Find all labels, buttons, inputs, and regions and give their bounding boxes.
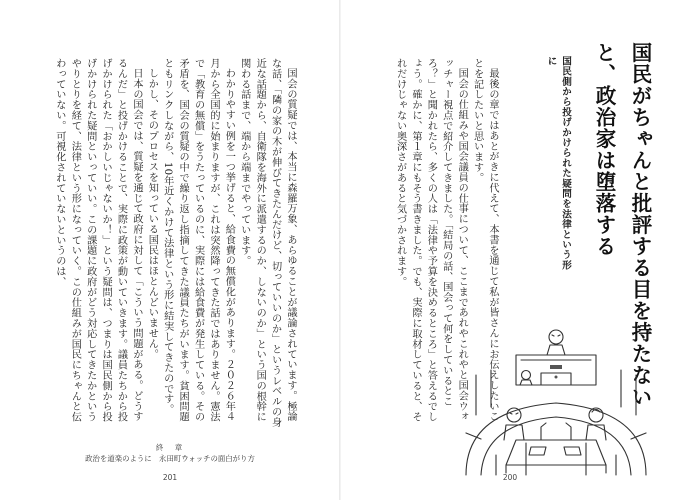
page-number: 201 xyxy=(162,473,178,482)
chapter-heading: 国民がちゃんと批評する目を持たないと、政治家は堕落する xyxy=(592,42,652,408)
section-subtitle: 国民側から投げかけられた疑問を法律という形に xyxy=(545,56,571,271)
paragraph: 日本の国会では、質疑を通じて政府に対して「こういう問題がある。どうするんだ」と投げかけることで、実際に政策が動いていきます。議員たちから投げかけられた「おかしいじゃないか！」という疑問は、つまりは国民側から投げかけられた疑問といっていい。この課題に政府がどう対応してきたかというやりとりを経て、法律という形になっていく。この仕組みが国民にちゃんと伝わっていない。可視化されていないというのは、 xyxy=(53,58,142,422)
page-number: 200 xyxy=(502,473,518,482)
chapter-label: 終 章 xyxy=(155,443,185,452)
chapter-title: 政治を道楽のように 永田町ウォッチの面白がり方 xyxy=(85,454,255,463)
paragraph: 最後の章ではあとがきに代えて、本書を通じて私が皆さんにお伝えしたいことを記したいと思います。 xyxy=(471,58,498,422)
paragraph: しかし、そのプロセスを知っている国民はほとんどいません。 xyxy=(146,68,158,360)
running-footer xyxy=(0,442,340,464)
diet-chamber-illustration xyxy=(446,315,666,480)
paragraph: 国会の質疑では、本当に森羅万象、あらゆることが議論されています。極論な話、「隣の家の木が伸びてきたんだけど、切っていいのか」というレベルの身近な話題から、自衛隊を海外に派遣するのか、しないのか」という国の根幹に関わる話まで、端から端までやっています。 xyxy=(238,58,296,428)
paragraph: わかりやすい例を一つ挙げると、給食費の無償化があります。２０２６年４月から全国的に始まりますが、これは突然降ってきた話ではありません。憲法で「教育の無償」をうたっているのに、実際には給食費が発生している。その矛盾を、国会の質疑の中で繰り返し指摘してきた議員たちがいます。貧困問題ともリンクしながら、10年近くかけて法律という形に結実してきたのです。 xyxy=(161,58,235,422)
paragraph: 国会の仕組みや国会議員の仕事について、ここまであれやこれやと国会ウォッチャー視点で紹介してきました。「結局の話、国会って何をしているところ？」と聞かれたら、多くの人は「法律や予算を決めるところ」と答えるでしょう。確かに、第１章にもそう書きました。でも、実際に取材していると、それだけじゃない奥深さがあると気づかされます。 xyxy=(394,58,468,422)
left-body-text xyxy=(26,58,298,428)
